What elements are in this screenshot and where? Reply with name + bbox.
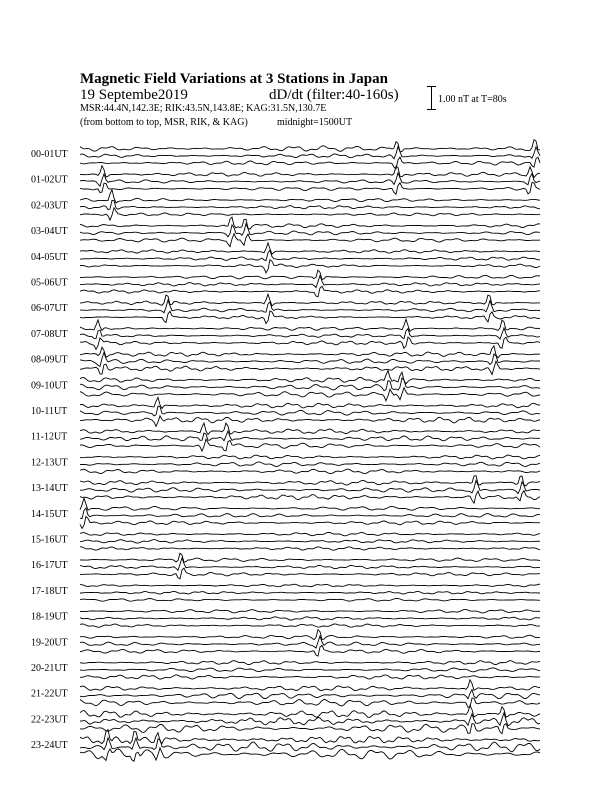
hour-row [31,217,540,247]
scale-label: 1.00 nT at T=80s [438,94,507,105]
trace-msr [80,516,540,528]
hour-label: 11-12UT [31,431,68,443]
hour-label: 02-03UT [31,200,68,212]
hour-row [31,610,540,628]
trace-kag [80,371,540,384]
chart-date: 19 Septembe2019 [80,87,188,103]
trace-msr [80,724,540,734]
trace-kag [80,630,540,640]
trace-kag [80,423,540,435]
hour-label: 10-11UT [31,406,68,417]
chart-title: Magnetic Field Variations at 3 Stations in Japan [80,71,388,87]
hour-label: 14-15UT [31,508,68,520]
hour-row [31,346,540,375]
trace-kag [80,294,540,306]
hour-label: 03-04UT [31,226,68,238]
hour-row [31,190,540,220]
trace-kag [80,319,540,331]
hour-row [31,294,540,323]
trace-rik [80,636,540,648]
trace-kag [80,190,540,203]
trace-rik [80,591,540,594]
trace-msr [80,388,540,401]
trace-msr [80,234,540,247]
trace-kag [80,498,540,510]
hour-label: 15-16UT [31,534,68,546]
trace-kag [80,584,540,587]
hour-row [31,140,540,169]
trace-kag [80,397,540,408]
hour-row [31,423,540,451]
trace-kag [80,140,540,152]
hour-row [31,680,540,708]
midnight-note: midnight=1500UT [277,117,353,128]
station-coordinates: MSR:44.4N,142.3E; RIK:43.5N,143.8E; KAG:31.5N,130.7E [80,103,327,114]
hour-label: 17-18UT [31,585,68,597]
trace-kag [80,476,540,486]
trace-kag [80,346,540,358]
hour-label: 08-09UT [31,354,68,366]
hour-label: 01-02UT [31,174,68,186]
trace-kag [80,455,540,459]
trace-msr [80,183,540,195]
hour-label: 20-21UT [31,663,68,674]
trace-rik [80,508,540,519]
trace-kag [80,680,540,691]
hour-label: 12-13UT [31,457,68,469]
hour-row [31,730,540,762]
trace-kag [80,730,540,744]
hour-row [31,270,540,297]
hour-row [31,371,540,401]
hour-row [31,532,540,550]
trace-msr [80,311,540,324]
trace-rik [80,690,540,699]
station-order-note: (from bottom to top, MSR, RIK, & KAG) [80,117,248,128]
trace-msr [80,748,540,762]
trace-kag [80,270,540,280]
trace-kag [80,553,540,562]
trace-msr [80,361,540,374]
trace-msr [80,157,540,169]
hour-row [31,476,540,504]
hour-row [31,630,540,657]
hour-row [31,166,540,195]
hour-label: 00-01UT [31,149,68,160]
trace-kag [80,532,540,535]
hour-label: 06-07UT [31,303,68,315]
hour-label: 23-24UT [31,740,68,752]
hour-row [31,397,540,426]
hour-row [31,705,540,733]
trace-msr [80,208,540,220]
trace-kag [80,166,540,178]
trace-rik [80,406,540,416]
hour-row [31,455,540,474]
trace-msr [80,469,540,474]
trace-rik [80,481,540,494]
trace-rik [80,540,540,544]
trace-rik [80,200,540,209]
trace-msr [80,624,540,627]
trace-msr [80,568,540,579]
hour-row [31,553,540,579]
trace-rik [80,668,540,672]
hour-label: 07-08UT [31,328,68,340]
hour-label: 16-17UT [31,560,68,572]
trace-kag [80,610,540,613]
hour-label: 09-10UT [31,380,68,392]
hour-label: 19-20UT [31,637,68,649]
trace-kag [80,217,540,229]
trace-rik [80,462,540,467]
trace-rik [80,250,540,261]
hour-label: 22-23UT [31,714,68,726]
hour-label: 13-14UT [31,483,68,495]
trace-msr [80,645,540,656]
hour-label: 18-19UT [31,611,68,623]
trace-msr [80,599,540,602]
trace-rik [80,617,540,620]
hour-label: 04-05UT [31,251,68,263]
hour-row [31,498,540,528]
trace-msr [80,698,540,707]
trace-msr [80,260,540,273]
hour-label: 05-06UT [31,277,68,289]
trace-msr [80,286,540,297]
trace-rik [80,328,540,339]
hour-row [31,584,540,601]
hour-row [31,319,540,349]
trace-kag [80,243,540,254]
chart-measure: dD/dt (filter:40-160s) [269,87,399,103]
hour-label: 21-22UT [31,688,68,700]
trace-msr [80,439,540,451]
trace-msr [80,416,540,427]
trace-msr [80,337,540,349]
trace-kag [80,661,540,665]
hour-row [31,243,540,273]
trace-msr [80,547,540,551]
hour-row [31,661,540,680]
trace-msr [80,675,540,679]
